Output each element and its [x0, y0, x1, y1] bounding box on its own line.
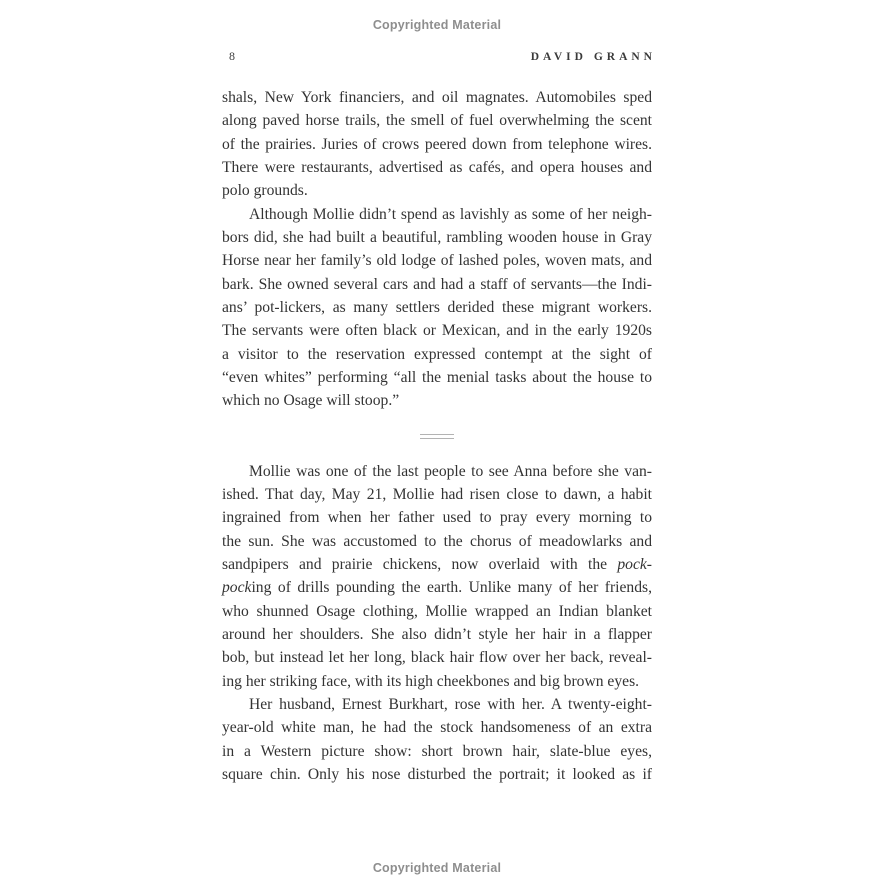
text-segment: around her shoulders. She also didn’t style her hair in a flapper — [222, 625, 652, 643]
text-segment: Mollie was one of the last people to see Anna before she van- — [249, 462, 652, 480]
text-line — [222, 460, 652, 483]
text-segment: sandpipers and prairie chickens, now overlaid with the — [222, 555, 618, 573]
text-segment: The servants were often black or Mexican, and in the early 1920s — [222, 322, 652, 340]
text-line — [222, 716, 652, 739]
text-line — [222, 109, 652, 132]
text-segment: ished. That day, May 21, Mollie had risen close to dawn, a habit — [222, 485, 652, 503]
text-line — [222, 156, 652, 179]
text-segment: which no Osage will stoop.” — [222, 392, 400, 410]
page-number: 8 — [229, 49, 235, 63]
text-segment: polo grounds. — [222, 182, 308, 200]
text-line — [222, 483, 652, 506]
text-line — [222, 623, 652, 646]
text-segment: shals, New York financiers, and oil magnates. Automobiles sped — [222, 89, 652, 106]
italic-text-segment: pock- — [617, 555, 652, 573]
text-line — [222, 86, 652, 109]
body-text — [222, 86, 652, 786]
section-divider-rule-icon — [420, 434, 454, 439]
text-line — [222, 203, 652, 226]
text-segment: “even whites” performing “all the menial tasks about the house to — [222, 369, 652, 387]
text-segment: Horse near her family’s old lodge of lashed poles, woven mats, and — [222, 252, 652, 270]
text-line — [222, 319, 652, 342]
section-break — [222, 413, 652, 460]
text-line — [222, 693, 652, 716]
text-line — [222, 343, 652, 366]
text-segment: bors did, she had built a beautiful, rambling wooden house in Gray — [222, 229, 652, 247]
text-segment: ing of drills pounding the earth. Unlike many of her friends, — [251, 579, 652, 597]
text-line — [222, 296, 652, 319]
text-line — [222, 553, 652, 576]
text-segment: a visitor to the reservation expressed contempt at the sight of — [222, 345, 652, 363]
page-header — [222, 49, 656, 64]
text-segment: ing her striking face, with its high cheekbones and big brown eyes. — [222, 672, 640, 690]
italic-text-segment: pock — [222, 579, 252, 597]
text-line — [222, 670, 652, 693]
text-line — [222, 740, 652, 763]
text-line — [222, 366, 652, 389]
text-segment: Her husband, Ernest Burkhart, rose with her. A twenty-eight- — [249, 695, 652, 713]
watermark-top: Copyrighted Material — [372, 18, 502, 32]
text-segment: bob, but instead let her long, black hair flow over her back, reveal- — [222, 649, 652, 667]
running-header-author: DAVID GRANN — [530, 51, 656, 63]
text-line — [222, 179, 652, 202]
text-segment: bark. She owned several cars and had a staff of servants—the Indi- — [222, 275, 652, 293]
text-line — [222, 226, 652, 249]
text-line — [222, 763, 652, 786]
text-line — [222, 600, 652, 623]
text-line — [222, 389, 652, 412]
text-segment: the sun. She was accustomed to the chorus of meadowlarks and — [222, 532, 652, 550]
text-line — [222, 530, 652, 553]
text-line — [222, 576, 652, 599]
text-segment: in a Western picture show: short brown hair, slate-blue eyes, — [222, 742, 652, 760]
text-segment: ingrained from when her father used to pray every morning to — [222, 509, 652, 527]
text-line — [222, 249, 652, 272]
text-segment: square chin. Only his nose disturbed the portrait; it looked as if — [222, 765, 652, 783]
text-segment: ans’ pot-lickers, as many settlers derided these migrant workers. — [222, 299, 652, 317]
text-segment: who shunned Osage clothing, Mollie wrapped an Indian blanket — [222, 602, 652, 620]
text-segment: year-old white man, he had the stock handsomeness of an extra — [222, 719, 652, 737]
text-line — [222, 273, 652, 296]
text-line — [222, 133, 652, 156]
text-line — [222, 646, 652, 669]
text-segment: of the prairies. Juries of crows peered down from telephone wires. — [222, 135, 652, 153]
text-segment: along paved horse trails, the smell of fuel overwhelming the scent — [222, 112, 652, 130]
text-line — [222, 506, 652, 529]
watermark-bottom: Copyrighted Material — [372, 861, 502, 875]
text-segment: There were restaurants, advertised as cafés, and opera houses and — [222, 159, 652, 177]
text-segment: Although Mollie didn’t spend as lavishly as some of her neigh- — [249, 205, 652, 223]
